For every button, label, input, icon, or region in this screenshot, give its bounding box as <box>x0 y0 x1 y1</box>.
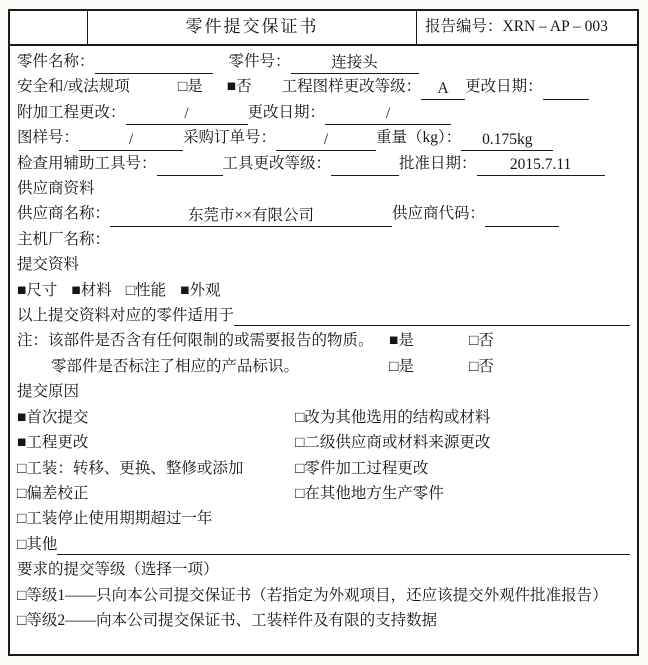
drawing-no-label: 图样号： <box>17 129 80 147</box>
performance-label: 性能 <box>135 281 167 299</box>
reason-label: 偏差校正 <box>26 484 89 502</box>
eng-change-level-label: 工程图样更改等级： <box>281 78 422 96</box>
form-header <box>10 11 637 46</box>
material-option <box>71 278 111 303</box>
part-no-field: 连接头 <box>291 51 419 74</box>
note1-yes-label: 是 <box>398 332 414 350</box>
supplier-section-title: 供应商资料 <box>17 180 95 198</box>
checkbox-unchecked-icon: □ <box>469 332 479 350</box>
checkbox-unchecked-icon: □ <box>17 611 27 629</box>
reason-label: 首次提交 <box>26 408 89 426</box>
note1-no-option <box>469 328 549 353</box>
header-empty-cell <box>10 11 88 44</box>
aux-tool-label: 检查用辅助工具号： <box>17 154 157 172</box>
checkbox-unchecked-icon: □ <box>295 408 305 426</box>
additional-change-label: 附加工程更改： <box>17 103 126 121</box>
reason-label: 工装：转移、更换、整修或添加 <box>26 459 244 477</box>
note2-yes-option <box>389 354 469 379</box>
level-2-label: 等级2——向本公司提交保证书、工装样件及有限的支持数据 <box>26 611 438 629</box>
reason-label: 改为其他选用的结构或材料 <box>304 408 491 426</box>
level-1-option <box>17 583 630 608</box>
row-reason-1 <box>17 405 630 430</box>
checkbox-unchecked-icon: □ <box>295 484 305 502</box>
additional-date-field: / <box>325 102 451 125</box>
part-name-field <box>95 51 213 74</box>
reason-sub-supplier-change <box>295 430 630 455</box>
row-drawing-po-weight <box>17 125 630 150</box>
supplier-code-field <box>485 204 559 227</box>
report-number-label: 报告编号： <box>425 18 503 35</box>
part-name-label: 零件名称： <box>17 53 95 70</box>
row-reason-2 <box>17 430 630 455</box>
supplier-name-field: 东莞市××有限公司 <box>110 204 392 227</box>
part-no-label: 零件号： <box>228 53 291 70</box>
row-reason-3 <box>17 456 630 481</box>
oem-name-label: 主机厂名称： <box>17 230 111 248</box>
reason-label: 工程更改 <box>26 434 89 452</box>
supplier-code-label: 供应商代码： <box>392 205 486 223</box>
checkbox-unchecked-icon: □ <box>17 535 27 553</box>
drawing-no-field: / <box>79 128 183 151</box>
checkbox-checked-icon: ■ <box>71 281 81 299</box>
reason-label: 在其他地方生产零件 <box>304 484 444 502</box>
supplier-name-label: 供应商名称： <box>17 205 111 223</box>
reason-label: 工装停止使用期期超过一年 <box>26 510 213 528</box>
dimension-label: 尺寸 <box>26 281 58 299</box>
weight-label: 重量（kg）： <box>376 129 462 147</box>
reason-other-option <box>17 532 57 557</box>
approval-date-label: 批准日期： <box>399 154 477 172</box>
note2-no-option <box>469 354 549 379</box>
applies-label: 以上提交资料对应的零件适用于 <box>17 307 235 325</box>
reason-initial-submission <box>17 405 295 430</box>
checkbox-unchecked-icon: □ <box>469 357 479 375</box>
checkbox-checked-icon: ■ <box>180 281 190 299</box>
checkbox-unchecked-icon: □ <box>125 281 136 299</box>
checkbox-checked-icon: ■ <box>226 78 237 96</box>
reason-other-label: 其他 <box>26 535 58 553</box>
checkbox-unchecked-icon: □ <box>295 459 305 477</box>
row-reason-4 <box>17 481 630 506</box>
row-part-name <box>17 49 630 74</box>
reason-section-title: 提交原因 <box>17 383 80 401</box>
po-label: 采购订单号： <box>183 129 277 147</box>
approval-date-field: 2015.7.11 <box>477 153 605 176</box>
row-submission-checkboxes <box>17 278 630 303</box>
material-label: 材料 <box>80 281 112 299</box>
row-additional-change <box>17 100 630 125</box>
reason-label: 二级供应商或材料来源更改 <box>304 434 491 452</box>
applies-field <box>234 303 630 326</box>
note1-text: 注：该部件是否含有任何限制的或需要报告的物质。 <box>17 332 374 350</box>
reason-tooling-inactive <box>17 506 630 531</box>
po-field: / <box>276 128 376 151</box>
reason-deviation-correction <box>17 481 295 506</box>
checkbox-checked-icon: ■ <box>389 332 399 350</box>
row-note-product-marking <box>17 354 630 379</box>
note2-yes-label: 是 <box>398 357 414 375</box>
checkbox-unchecked-icon: □ <box>177 78 188 96</box>
change-date-field <box>543 77 589 100</box>
warrant-form <box>8 9 639 656</box>
safety-yes-option <box>178 74 203 99</box>
row-aux-tool <box>17 151 630 176</box>
checkbox-checked-icon: ■ <box>17 434 27 452</box>
reason-process-change <box>295 456 630 481</box>
checkbox-unchecked-icon: □ <box>295 434 305 452</box>
performance-option <box>126 278 166 303</box>
change-date-label: 更改日期： <box>465 78 543 96</box>
note2-text: 零部件是否标注了相应的产品标识。 <box>51 357 300 375</box>
safety-yes-label: 是 <box>187 78 203 96</box>
report-number-cell <box>417 11 637 44</box>
checkbox-unchecked-icon: □ <box>17 459 27 477</box>
checkbox-checked-icon: ■ <box>17 281 27 299</box>
level-2-option <box>17 608 630 633</box>
row-reason-other <box>17 532 630 557</box>
level-1-label: 等级1——只向本公司提交保证书（若指定为外观项目，还应该提交外观件批准报告） <box>26 586 608 604</box>
weight-field: 0.175kg <box>461 128 553 151</box>
reason-other-field <box>57 532 630 555</box>
safety-no-label: 否 <box>236 78 252 96</box>
submission-section-title: 提交资料 <box>17 256 80 274</box>
appearance-label: 外观 <box>189 281 221 299</box>
report-number-value: XRN – AP – 003 <box>502 18 608 35</box>
row-note-restricted-substance <box>17 328 630 353</box>
level-section-title: 要求的提交等级（选择一项） <box>17 561 219 579</box>
reason-label: 零件加工过程更改 <box>304 459 429 477</box>
reason-engineering-change <box>17 430 295 455</box>
safety-no-option <box>227 74 252 99</box>
reason-other-location <box>295 481 630 506</box>
note1-no-label: 否 <box>478 332 494 350</box>
form-title: 零件提交保证书 <box>88 11 417 44</box>
additional-date-label: 更改日期： <box>247 103 326 121</box>
dimension-option <box>17 278 57 303</box>
checkbox-unchecked-icon: □ <box>17 510 27 528</box>
row-safety <box>17 74 630 99</box>
eng-change-level-field: A <box>421 77 465 100</box>
tool-change-field <box>331 153 399 176</box>
note1-yes-option <box>389 328 469 353</box>
row-applies-to <box>17 303 630 328</box>
row-supplier <box>17 201 630 226</box>
safety-label: 安全和/或法规项 <box>17 78 130 96</box>
aux-tool-field <box>157 153 223 176</box>
note2-no-label: 否 <box>478 357 494 375</box>
tool-change-label: 工具更改等级： <box>222 154 332 172</box>
appearance-option <box>180 278 220 303</box>
checkbox-unchecked-icon: □ <box>17 586 27 604</box>
checkbox-unchecked-icon: □ <box>17 484 27 502</box>
checkbox-unchecked-icon: □ <box>389 357 399 375</box>
additional-change-field: / <box>126 102 248 125</box>
checkbox-checked-icon: ■ <box>17 408 27 426</box>
reason-tooling-transfer <box>17 456 295 481</box>
reason-alt-construction <box>295 405 630 430</box>
